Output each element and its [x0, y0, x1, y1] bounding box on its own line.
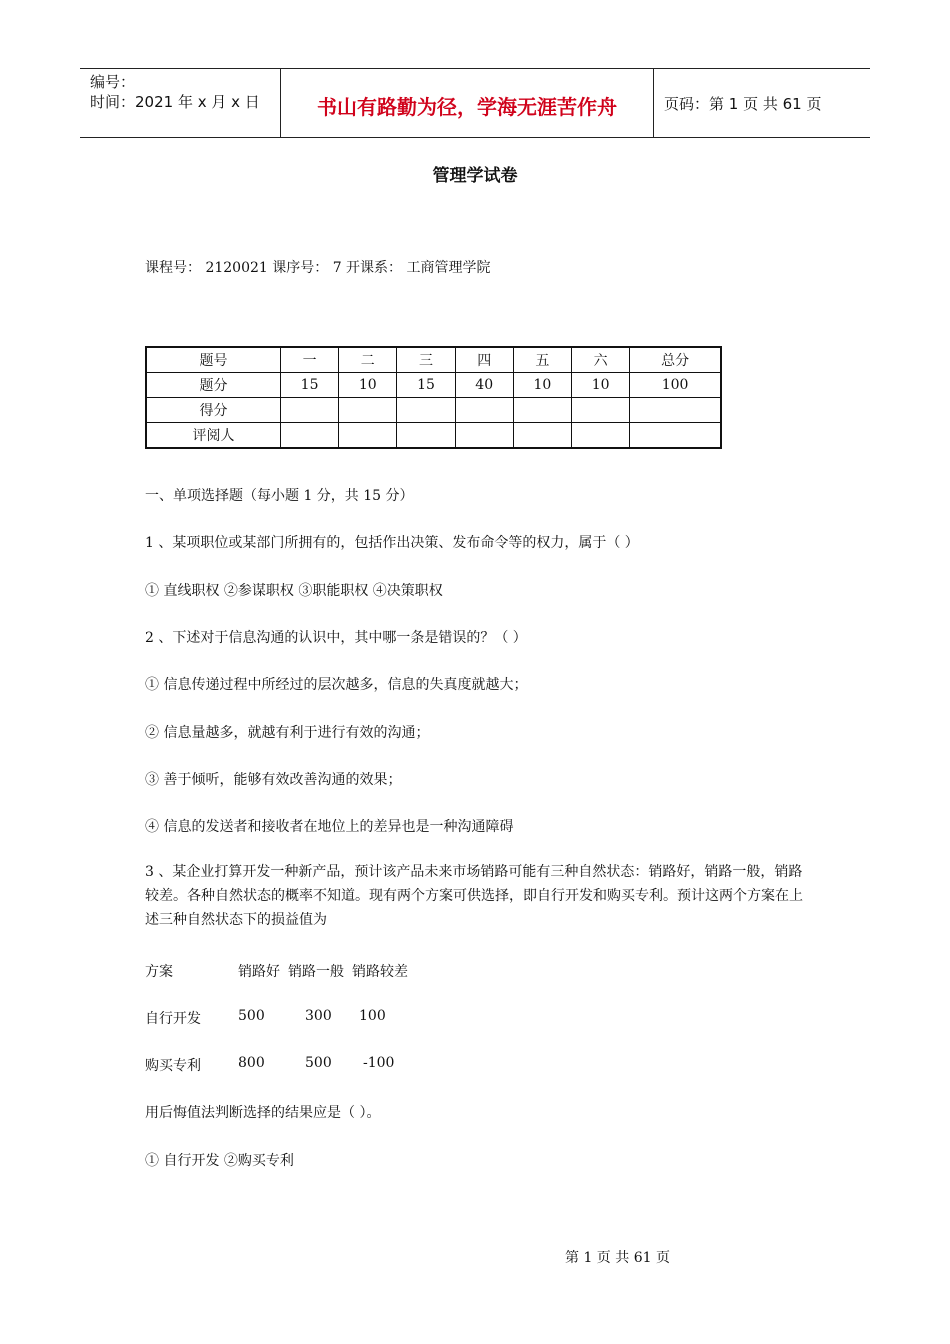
- payoff-cell: 300: [305, 1008, 332, 1024]
- header-info-cell: [80, 69, 281, 137]
- table-cell: 四: [455, 347, 513, 373]
- score-input-cell: [339, 398, 397, 423]
- table-row: [146, 373, 721, 398]
- reviewer-cell: [339, 423, 397, 449]
- table-cell: 三: [397, 347, 455, 373]
- number-label: 编号：: [90, 73, 136, 91]
- question-1: 1 、某项职位或某部门所拥有的，包括作出决策、发布命令等的权力，属于（ ）: [145, 535, 639, 551]
- score-input-cell: [397, 398, 455, 423]
- table-cell: 二: [339, 347, 397, 373]
- header-page-cell: [654, 69, 870, 137]
- question-3-options: ① 自行开发 ②购买专利: [145, 1153, 294, 1169]
- question-2-option: ③ 善于倾听，能够有效改善沟通的效果；: [145, 772, 402, 788]
- table-row: [146, 347, 721, 373]
- question-3: 3 、某企业打算开发一种新产品，预计该产品未来市场销路可能有三种自然状态：销路好，销路一般，销路较差。各种自然状态的概率不知道。现有两个方案可供选择，即自行开发和购买专利。预计这两个方案在上述三种自然状态下的损益值为: [145, 864, 803, 928]
- time-label: 时间：2021 年 x 月 x 日: [90, 93, 260, 111]
- reviewer-cell: [280, 423, 338, 449]
- question-2-option: ④ 信息的发送者和接收者在地位上的差异也是一种沟通障碍: [145, 819, 514, 835]
- motto: 书山有路勤为径，学海无涯苦作舟: [317, 95, 617, 119]
- table-cell: 15: [280, 373, 338, 398]
- table-cell: 15: [397, 373, 455, 398]
- page-info: 页码：第 1 页 共 61 页: [664, 95, 822, 113]
- question-2-option: ② 信息量越多，就越有利于进行有效的沟通；: [145, 725, 430, 741]
- reviewer-cell: [630, 423, 721, 449]
- payoff-cell: 购买专利: [145, 1058, 201, 1074]
- table-cell: 得分: [146, 398, 280, 423]
- score-input-cell: [455, 398, 513, 423]
- table-cell: 六: [572, 347, 630, 373]
- course-info: 课程号： 2120021 课序号： 7 开课系： 工商管理学院: [145, 260, 491, 276]
- reviewer-cell: [455, 423, 513, 449]
- reviewer-cell: [397, 423, 455, 449]
- table-cell: 评阅人: [146, 423, 280, 449]
- section-heading: 一、单项选择题（每小题 1 分，共 15 分）: [145, 488, 414, 504]
- payoff-cell: 销路一般: [288, 964, 344, 980]
- reviewer-cell: [572, 423, 630, 449]
- table-cell: 10: [339, 373, 397, 398]
- table-cell: 100: [630, 373, 721, 398]
- exam-title: 管理学试卷: [432, 166, 518, 186]
- table-cell: 一: [280, 347, 338, 373]
- table-cell: 10: [572, 373, 630, 398]
- table-cell: 题号: [146, 347, 280, 373]
- table-cell: 题分: [146, 373, 280, 398]
- payoff-cell: 销路好: [238, 964, 280, 980]
- table-row: [146, 423, 721, 449]
- table-cell: 五: [513, 347, 571, 373]
- table-cell: 40: [455, 373, 513, 398]
- payoff-cell: 销路较差: [352, 964, 408, 980]
- score-input-cell: [513, 398, 571, 423]
- table-row: [146, 398, 721, 423]
- score-input-cell: [280, 398, 338, 423]
- payoff-cell: 方案: [145, 964, 173, 980]
- question-3-prompt: 用后悔值法判断选择的结果应是（ ）。: [145, 1105, 381, 1121]
- reviewer-cell: [513, 423, 571, 449]
- payoff-cell: 100: [359, 1008, 386, 1024]
- payoff-cell: 800: [238, 1055, 265, 1071]
- payoff-cell: 自行开发: [145, 1011, 201, 1027]
- payoff-cell: -100: [363, 1055, 395, 1071]
- score-input-cell: [572, 398, 630, 423]
- question-2-option: ① 信息传递过程中所经过的层次越多，信息的失真度就越大；: [145, 677, 528, 693]
- score-table: [145, 346, 722, 449]
- payoff-cell: 500: [305, 1055, 332, 1071]
- question-2: 2 、下述对于信息沟通的认识中，其中哪一条是错误的？（ ）: [145, 630, 527, 646]
- table-cell: 10: [513, 373, 571, 398]
- question-1-options: ① 直线职权 ②参谋职权 ③职能职权 ④决策职权: [145, 583, 443, 599]
- page-footer: 第 1 页 共 61 页: [565, 1250, 670, 1266]
- score-input-cell: [630, 398, 721, 423]
- page-header: [80, 68, 870, 138]
- table-cell: 总分: [630, 347, 721, 373]
- header-motto-cell: [281, 69, 654, 137]
- payoff-cell: 500: [238, 1008, 265, 1024]
